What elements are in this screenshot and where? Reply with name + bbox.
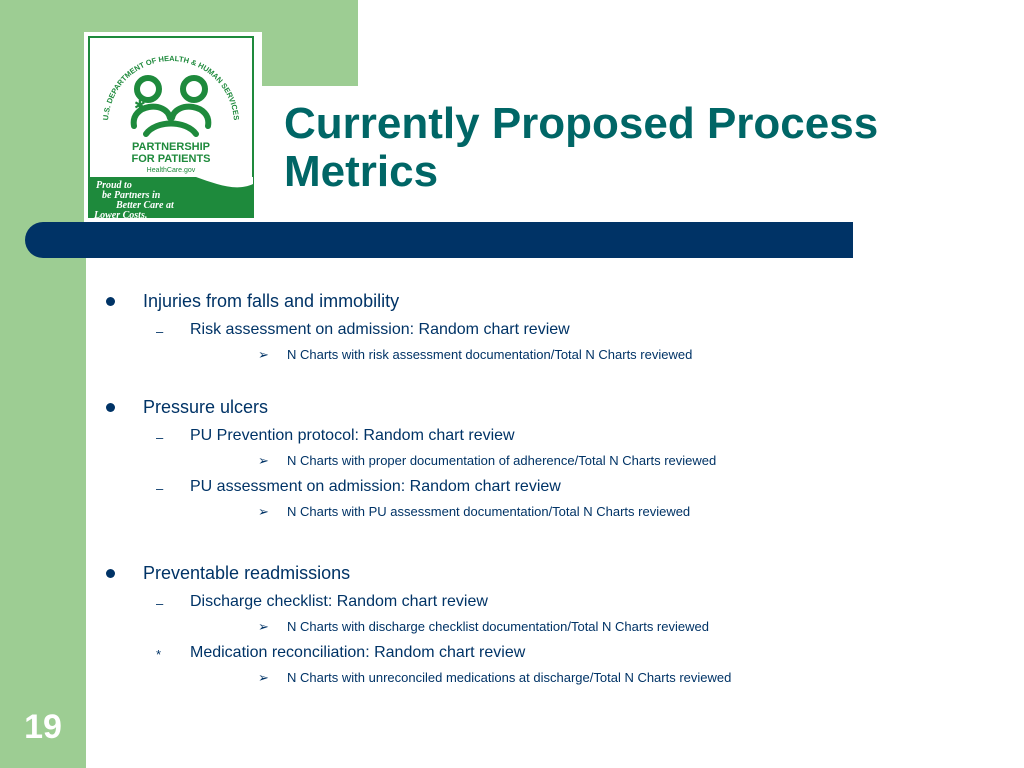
section-heading: Injuries from falls and immobility [143,291,400,311]
arrow-bullet-icon: ➢ [258,453,269,468]
logo-tag1: Proud to [96,180,132,191]
logo-tag2: be Partners in [102,190,161,201]
arrow-bullet-icon: ➢ [258,347,269,362]
list-item: Risk assessment on admission: Random chart review [190,321,570,338]
section-heading: Pressure ulcers [143,397,269,417]
list-subitem: N Charts with discharge checklist documentation/Total N Charts reviewed [287,619,709,634]
dash-marker: – [156,481,164,496]
list-item: Medication reconciliation: Random chart review [190,644,526,661]
dash-marker: – [156,596,164,611]
star-of-life-icon: ✱ [134,97,146,113]
logo-line2: FOR PATIENTS [131,153,211,165]
dash-marker: – [156,324,164,339]
bullet-dot-icon [106,403,115,412]
list-subitem: N Charts with PU assessment documentation/Total N Charts reviewed [287,504,691,519]
list-subitem: N Charts with unreconciled medications at discharge/Total N Charts reviewed [287,670,732,685]
logo-tag4: Lower Costs. [94,210,148,220]
title-line-1: Currently Proposed Process [284,99,879,148]
title-line-2: Metrics [284,147,439,196]
arrow-bullet-icon: ➢ [258,619,269,634]
list-subitem: N Charts with proper documentation of adherence/Total N Charts reviewed [287,453,717,468]
list-item: Discharge checklist: Random chart review [190,593,488,610]
arrow-bullet-icon: ➢ [258,504,269,519]
dash-marker: – [156,430,164,445]
section-heading: Preventable readmissions [143,563,351,583]
arrow-bullet-icon: ➢ [258,670,269,685]
list-item: PU assessment on admission: Random chart review [190,478,561,495]
logo-site: HealthCare.gov [146,167,196,174]
bullet-dot-icon [106,297,115,306]
asterisk-marker: * [156,647,162,662]
slide-number: 19 [24,708,62,746]
logo-tag3: Better Care at [116,200,174,211]
list-item: PU Prevention protocol: Random chart review [190,427,515,444]
list-subitem: N Charts with risk assessment documentation/Total N Charts reviewed [287,347,693,362]
bullet-dot-icon [106,569,115,578]
logo-arc-text: U.S. DEPARTMENT OF HEALTH & HUMAN SERVICES [101,53,241,121]
logo-line1: PARTNERSHIP [131,141,211,153]
